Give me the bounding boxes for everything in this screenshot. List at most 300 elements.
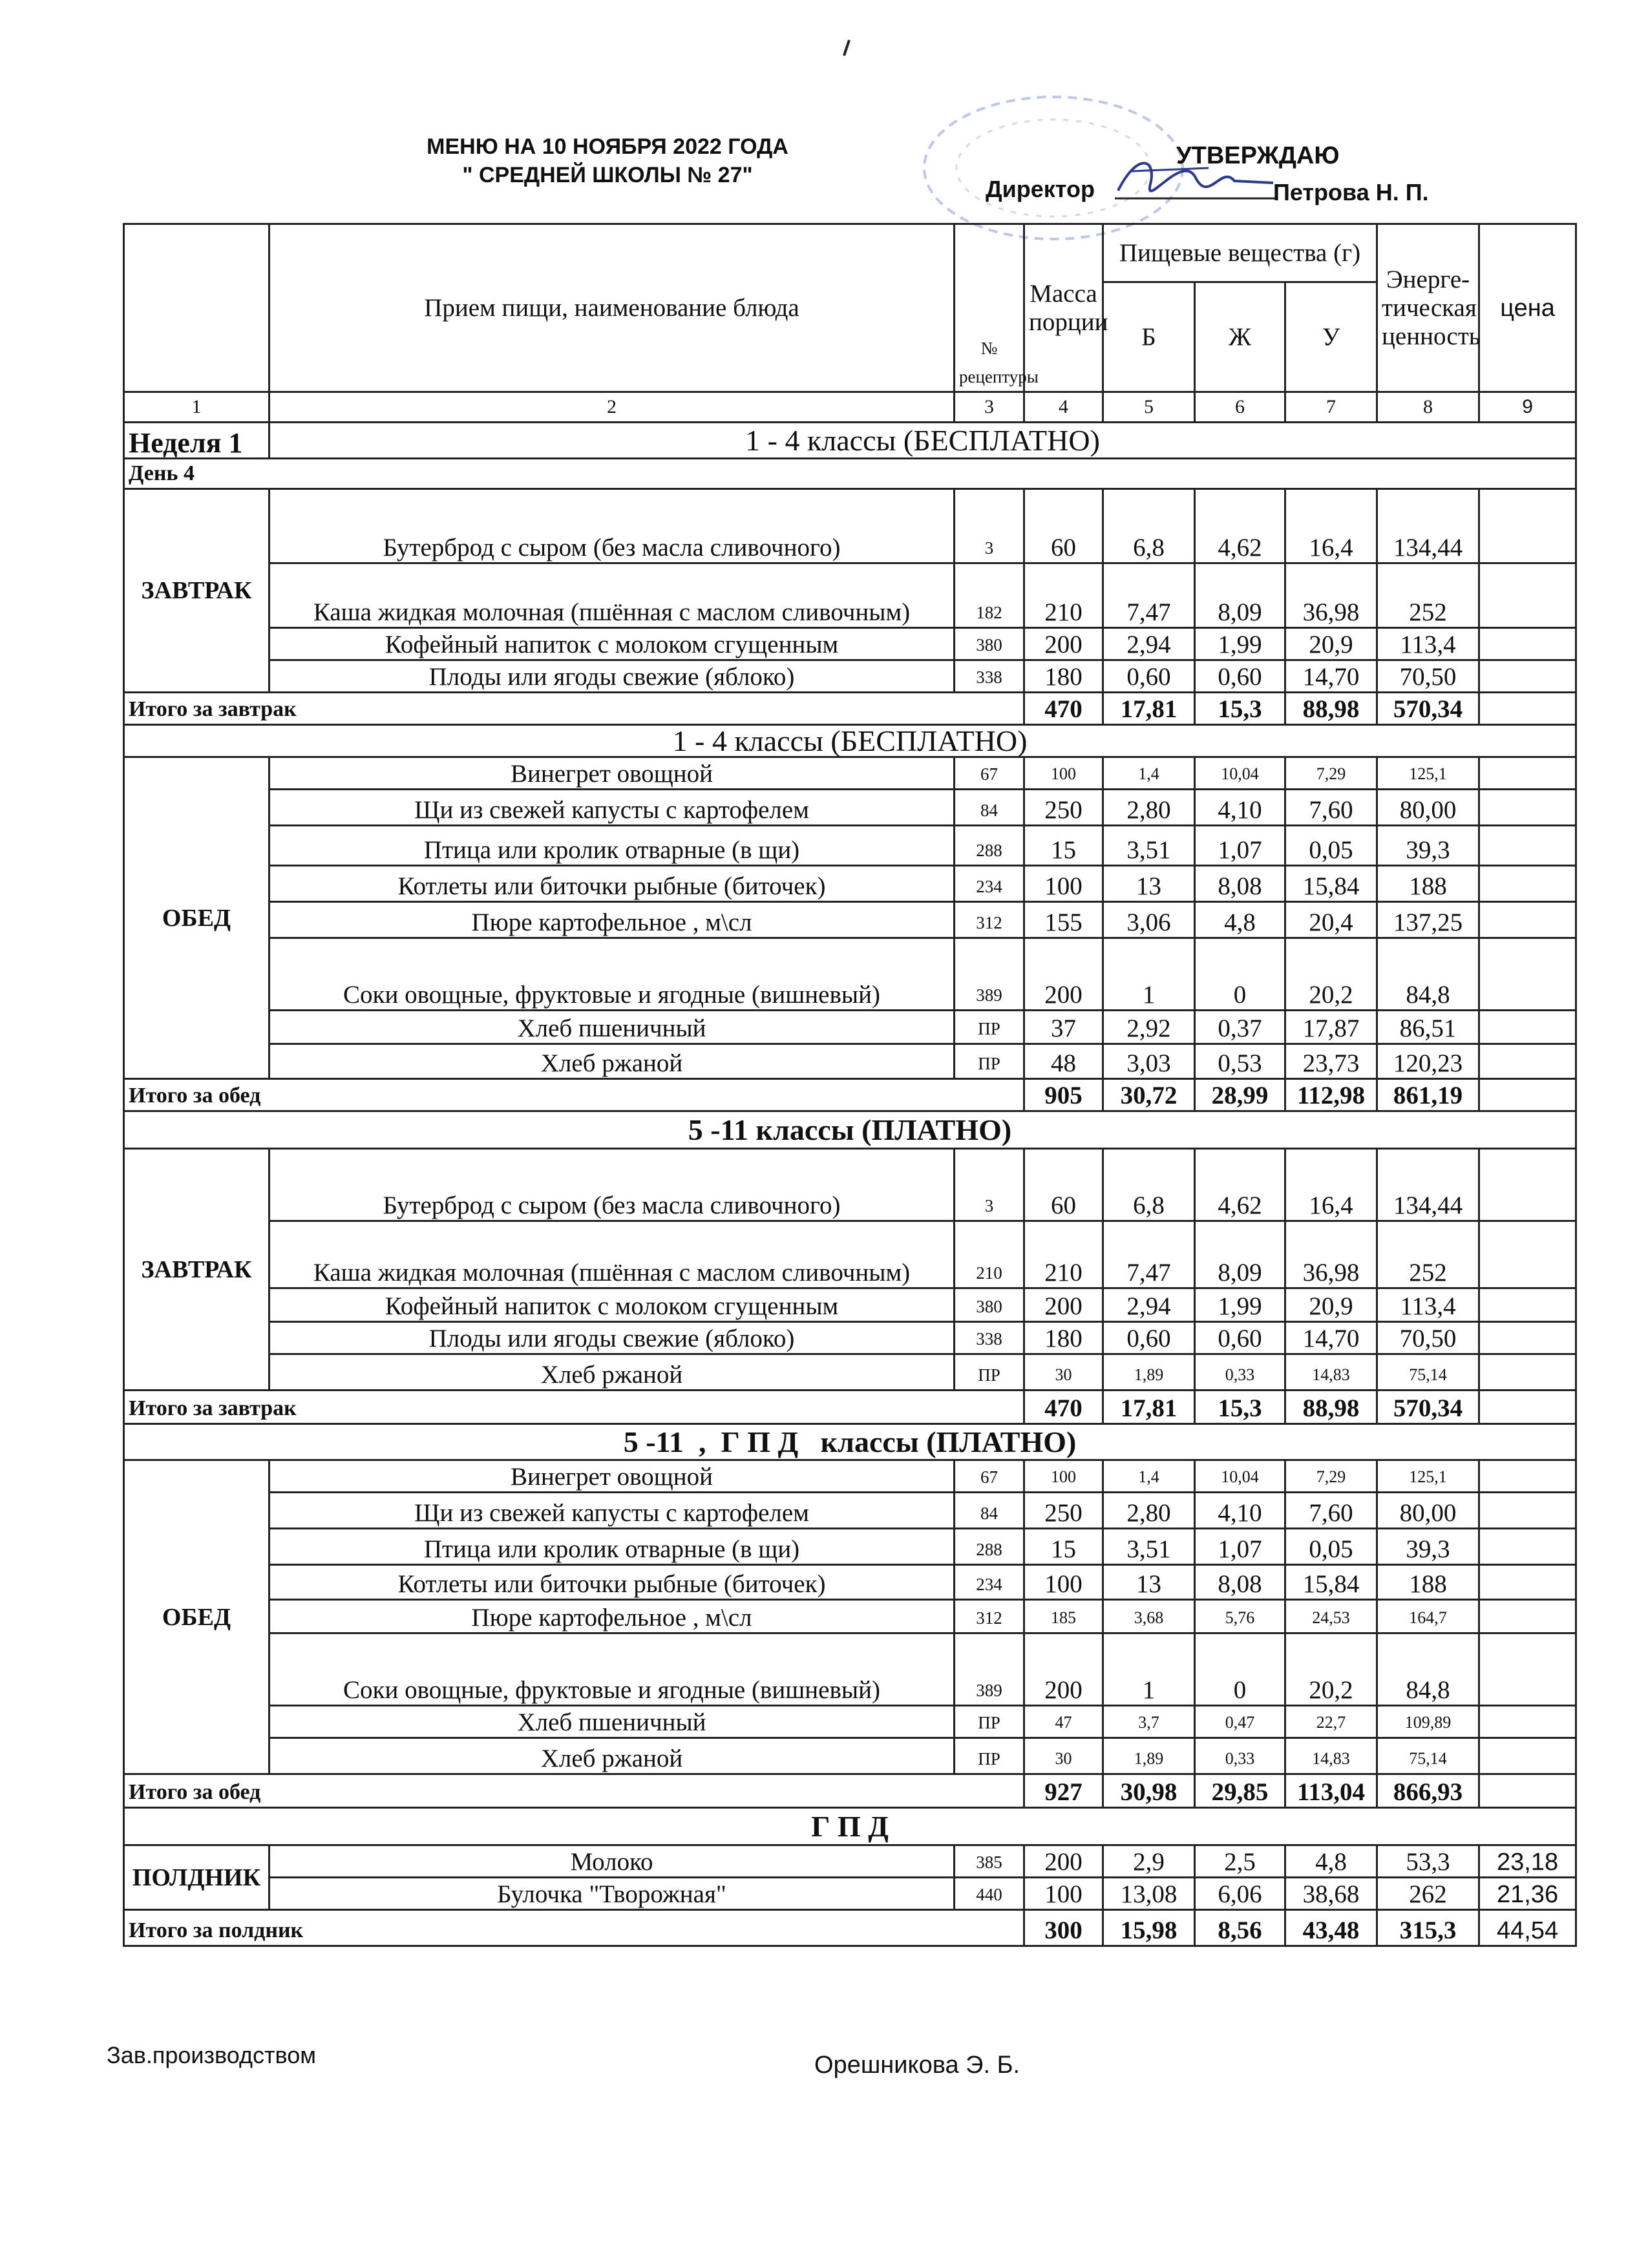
recipe-number: 380 bbox=[955, 628, 1024, 660]
menu-row bbox=[124, 1600, 1576, 1633]
fat: 0 bbox=[1195, 938, 1285, 1011]
energy: 70,50 bbox=[1377, 660, 1479, 693]
fat: 4,62 bbox=[1195, 489, 1285, 563]
fat: 0,60 bbox=[1195, 1322, 1285, 1354]
recipe-number: 389 bbox=[955, 938, 1024, 1011]
energy: 86,51 bbox=[1377, 1011, 1479, 1044]
price bbox=[1479, 628, 1576, 660]
portion-mass: 200 bbox=[1024, 1633, 1103, 1706]
portion-mass: 15 bbox=[1024, 826, 1103, 866]
carbs: 14,70 bbox=[1285, 660, 1377, 693]
section-row bbox=[124, 1808, 1576, 1845]
recipe-number: 312 bbox=[955, 902, 1024, 938]
total-carbs: 88,98 bbox=[1285, 1391, 1377, 1424]
fat: 2,5 bbox=[1195, 1845, 1285, 1878]
menu-row bbox=[124, 628, 1576, 660]
fat: 0,53 bbox=[1195, 1044, 1285, 1079]
price bbox=[1479, 1288, 1576, 1322]
carbs: 0,05 bbox=[1285, 826, 1377, 866]
total-fat: 29,85 bbox=[1195, 1774, 1285, 1808]
protein: 2,80 bbox=[1103, 790, 1195, 826]
dish-name: Винегрет овощной bbox=[269, 757, 955, 790]
fat: 4,8 bbox=[1195, 902, 1285, 938]
fat: 5,76 bbox=[1195, 1600, 1285, 1633]
carbs: 7,29 bbox=[1285, 1460, 1377, 1493]
total-row bbox=[124, 1391, 1576, 1424]
fat: 0,33 bbox=[1195, 1738, 1285, 1774]
price bbox=[1479, 660, 1576, 693]
carbs: 24,53 bbox=[1285, 1600, 1377, 1633]
day-label: День 4 bbox=[124, 459, 1576, 489]
energy: 252 bbox=[1377, 1221, 1479, 1288]
header-row bbox=[124, 224, 1576, 282]
col-number: 9 bbox=[1479, 392, 1576, 423]
dish-name: Соки овощные, фруктовые и ягодные (вишневый) bbox=[269, 938, 955, 1011]
price bbox=[1479, 1706, 1576, 1738]
carbs: 15,84 bbox=[1285, 866, 1377, 902]
menu-row bbox=[124, 1878, 1576, 1910]
price bbox=[1479, 790, 1576, 826]
carbs: 20,9 bbox=[1285, 1288, 1377, 1322]
carbs: 0,05 bbox=[1285, 1529, 1377, 1565]
fat: 1,99 bbox=[1195, 628, 1285, 660]
energy: 262 bbox=[1377, 1878, 1479, 1910]
energy: 188 bbox=[1377, 866, 1479, 902]
recipe-number: ПР bbox=[955, 1738, 1024, 1774]
protein: 13,08 bbox=[1103, 1878, 1195, 1910]
price bbox=[1479, 1460, 1576, 1493]
energy: 75,14 bbox=[1377, 1354, 1479, 1391]
column-numbers-row bbox=[124, 392, 1576, 423]
title-line-1: МЕНЮ НА 10 НОЯБРЯ 2022 ГОДА bbox=[427, 134, 788, 159]
protein: 13 bbox=[1103, 866, 1195, 902]
total-price: 44,54 bbox=[1479, 1910, 1576, 1946]
menu-row bbox=[124, 866, 1576, 902]
menu-row bbox=[124, 660, 1576, 693]
price: 23,18 bbox=[1479, 1845, 1576, 1878]
fat: 0 bbox=[1195, 1633, 1285, 1706]
menu-row bbox=[124, 938, 1576, 1011]
header-nutrients: Пищевые вещества (г) bbox=[1103, 224, 1377, 282]
header-zh: Ж bbox=[1195, 282, 1285, 392]
col-number: 7 bbox=[1285, 392, 1377, 423]
meal-label: ПОЛДНИК bbox=[124, 1845, 269, 1910]
portion-mass: 100 bbox=[1024, 757, 1103, 790]
meal-label: ОБЕД bbox=[124, 757, 269, 1079]
carbs: 15,84 bbox=[1285, 1565, 1377, 1600]
price bbox=[1479, 1738, 1576, 1774]
carbs: 20,4 bbox=[1285, 902, 1377, 938]
dish-name: Щи из свежей капусты с картофелем bbox=[269, 790, 955, 826]
total-fat: 28,99 bbox=[1195, 1079, 1285, 1111]
total-carbs: 113,04 bbox=[1285, 1774, 1377, 1808]
recipe-number: 67 bbox=[955, 1460, 1024, 1493]
header-meal: Прием пищи, наименование блюда bbox=[269, 224, 955, 392]
portion-mass: 180 bbox=[1024, 660, 1103, 693]
dish-name: Бутерброд с сыром (без масла сливочного) bbox=[269, 1149, 955, 1221]
portion-mass: 200 bbox=[1024, 938, 1103, 1011]
col-number: 5 bbox=[1103, 392, 1195, 423]
protein: 1,89 bbox=[1103, 1354, 1195, 1391]
carbs: 36,98 bbox=[1285, 1221, 1377, 1288]
total-label: Итого за обед bbox=[124, 1774, 1024, 1808]
protein: 6,8 bbox=[1103, 489, 1195, 563]
protein: 3,51 bbox=[1103, 1529, 1195, 1565]
fat: 8,09 bbox=[1195, 1221, 1285, 1288]
col-number: 6 bbox=[1195, 392, 1285, 423]
carbs: 17,87 bbox=[1285, 1011, 1377, 1044]
carbs: 23,73 bbox=[1285, 1044, 1377, 1079]
price bbox=[1479, 1633, 1576, 1706]
fat: 1,07 bbox=[1195, 1529, 1285, 1565]
menu-row bbox=[124, 1221, 1576, 1288]
protein: 2,9 bbox=[1103, 1845, 1195, 1878]
carbs: 20,2 bbox=[1285, 1633, 1377, 1706]
dish-name: Щи из свежей капусты с картофелем bbox=[269, 1493, 955, 1529]
section-title: 5 -11 классы (ПЛАТНО) bbox=[124, 1111, 1576, 1149]
portion-mass: 185 bbox=[1024, 1600, 1103, 1633]
carbs: 4,8 bbox=[1285, 1845, 1377, 1878]
energy: 84,8 bbox=[1377, 1633, 1479, 1706]
total-label: Итого за обед bbox=[124, 1079, 1024, 1111]
total-protein: 17,81 bbox=[1103, 693, 1195, 725]
recipe-number: 389 bbox=[955, 1633, 1024, 1706]
menu-row bbox=[124, 757, 1576, 790]
dish-name: Плоды или ягоды свежие (яблоко) bbox=[269, 660, 955, 693]
fat: 0,47 bbox=[1195, 1706, 1285, 1738]
section-title: 5 -11 , Г П Д классы (ПЛАТНО) bbox=[124, 1424, 1576, 1460]
fat: 0,60 bbox=[1195, 660, 1285, 693]
dish-name: Хлеб ржаной bbox=[269, 1044, 955, 1079]
portion-mass: 30 bbox=[1024, 1354, 1103, 1391]
dish-name: Плоды или ягоды свежие (яблоко) bbox=[269, 1322, 955, 1354]
price bbox=[1479, 902, 1576, 938]
col-number: 8 bbox=[1377, 392, 1479, 423]
menu-row bbox=[124, 1845, 1576, 1878]
total-mass: 905 bbox=[1024, 1079, 1103, 1111]
recipe-number: 67 bbox=[955, 757, 1024, 790]
portion-mass: 250 bbox=[1024, 790, 1103, 826]
recipe-number: 234 bbox=[955, 1565, 1024, 1600]
director-name: Петрова Н. П. bbox=[1273, 179, 1429, 205]
dish-name: Хлеб пшеничный bbox=[269, 1011, 955, 1044]
dish-name: Винегрет овощной bbox=[269, 1460, 955, 1493]
price bbox=[1479, 1493, 1576, 1529]
portion-mass: 100 bbox=[1024, 1878, 1103, 1910]
fat: 8,08 bbox=[1195, 866, 1285, 902]
section-title: Г П Д bbox=[124, 1808, 1576, 1845]
total-label: Итого за полдник bbox=[124, 1910, 1024, 1946]
total-energy: 570,34 bbox=[1377, 693, 1479, 725]
menu-row bbox=[124, 1529, 1576, 1565]
menu-row bbox=[124, 1011, 1576, 1044]
dish-name: Хлеб ржаной bbox=[269, 1738, 955, 1774]
portion-mass: 60 bbox=[1024, 1149, 1103, 1221]
week-label: Неделя 1 bbox=[124, 423, 269, 459]
total-energy: 570,34 bbox=[1377, 1391, 1479, 1424]
total-protein: 17,81 bbox=[1103, 1391, 1195, 1424]
energy: 53,3 bbox=[1377, 1845, 1479, 1878]
carbs: 7,60 bbox=[1285, 790, 1377, 826]
dish-name: Котлеты или биточки рыбные (биточек) bbox=[269, 1565, 955, 1600]
protein: 1 bbox=[1103, 938, 1195, 1011]
energy: 252 bbox=[1377, 563, 1479, 628]
fat: 1,07 bbox=[1195, 826, 1285, 866]
recipe-number: 385 bbox=[955, 1845, 1024, 1878]
recipe-number: ПР bbox=[955, 1011, 1024, 1044]
header-b: Б bbox=[1103, 282, 1195, 392]
energy: 70,50 bbox=[1377, 1322, 1479, 1354]
dish-name: Котлеты или биточки рыбные (биточек) bbox=[269, 866, 955, 902]
total-row bbox=[124, 1910, 1576, 1946]
protein: 3,68 bbox=[1103, 1600, 1195, 1633]
menu-row bbox=[124, 1493, 1576, 1529]
total-label: Итого за завтрак bbox=[124, 693, 1024, 725]
total-energy: 866,93 bbox=[1377, 1774, 1479, 1808]
energy: 113,4 bbox=[1377, 628, 1479, 660]
recipe-number: 380 bbox=[955, 1288, 1024, 1322]
dish-name: Пюре картофельное , м\сл bbox=[269, 1600, 955, 1633]
protein: 7,47 bbox=[1103, 1221, 1195, 1288]
menu-row bbox=[124, 902, 1576, 938]
energy: 80,00 bbox=[1377, 1493, 1479, 1529]
dish-name: Птица или кролик отварные (в щи) bbox=[269, 826, 955, 866]
menu-row bbox=[124, 1044, 1576, 1079]
carbs: 20,2 bbox=[1285, 938, 1377, 1011]
portion-mass: 100 bbox=[1024, 1565, 1103, 1600]
recipe-number: 182 bbox=[955, 563, 1024, 628]
protein: 1,4 bbox=[1103, 1460, 1195, 1493]
total-price bbox=[1479, 1391, 1576, 1424]
dish-name: Хлеб пшеничный bbox=[269, 1706, 955, 1738]
carbs: 22,7 bbox=[1285, 1706, 1377, 1738]
header-u: У bbox=[1285, 282, 1377, 392]
protein: 0,60 bbox=[1103, 660, 1195, 693]
dish-name: Пюре картофельное , м\сл bbox=[269, 902, 955, 938]
total-protein: 30,98 bbox=[1103, 1774, 1195, 1808]
price bbox=[1479, 1322, 1576, 1354]
menu-row bbox=[124, 1633, 1576, 1706]
recipe-number: 312 bbox=[955, 1600, 1024, 1633]
portion-mass: 200 bbox=[1024, 628, 1103, 660]
total-fat: 15,3 bbox=[1195, 693, 1285, 725]
total-protein: 30,72 bbox=[1103, 1079, 1195, 1111]
energy: 164,7 bbox=[1377, 1600, 1479, 1633]
director-signature bbox=[1112, 145, 1280, 204]
header-mass: Масса порции bbox=[1024, 224, 1103, 392]
total-mass: 470 bbox=[1024, 1391, 1103, 1424]
header-blank bbox=[124, 224, 269, 392]
col-number: 4 bbox=[1024, 392, 1103, 423]
protein: 3,03 bbox=[1103, 1044, 1195, 1079]
fat: 4,62 bbox=[1195, 1149, 1285, 1221]
price bbox=[1479, 1600, 1576, 1633]
recipe-number: 288 bbox=[955, 826, 1024, 866]
energy: 134,44 bbox=[1377, 1149, 1479, 1221]
total-row bbox=[124, 693, 1576, 725]
price bbox=[1479, 938, 1576, 1011]
dish-name: Кофейный напиток с молоком сгущенным bbox=[269, 1288, 955, 1322]
price bbox=[1479, 1044, 1576, 1079]
total-row bbox=[124, 1774, 1576, 1808]
dish-name: Соки овощные, фруктовые и ягодные (вишневый) bbox=[269, 1633, 955, 1706]
menu-row bbox=[124, 790, 1576, 826]
energy: 80,00 bbox=[1377, 790, 1479, 826]
protein: 3,06 bbox=[1103, 902, 1195, 938]
recipe-number: ПР bbox=[955, 1044, 1024, 1079]
recipe-number: 338 bbox=[955, 1322, 1024, 1354]
dish-name: Булочка "Творожная" bbox=[269, 1878, 955, 1910]
portion-mass: 200 bbox=[1024, 1845, 1103, 1878]
col-number: 2 bbox=[269, 392, 955, 423]
protein: 6,8 bbox=[1103, 1149, 1195, 1221]
energy: 75,14 bbox=[1377, 1738, 1479, 1774]
energy: 39,3 bbox=[1377, 826, 1479, 866]
week-row bbox=[124, 423, 1576, 459]
dish-name: Каша жидкая молочная (пшённая с маслом сливочным) bbox=[269, 1221, 955, 1288]
menu-row bbox=[124, 1354, 1576, 1391]
recipe-number: ПР bbox=[955, 1354, 1024, 1391]
fat: 8,09 bbox=[1195, 563, 1285, 628]
carbs: 20,9 bbox=[1285, 628, 1377, 660]
dish-name: Бутерброд с сыром (без масла сливочного) bbox=[269, 489, 955, 563]
menu-table bbox=[123, 223, 1577, 1947]
carbs: 16,4 bbox=[1285, 489, 1377, 563]
fat: 0,37 bbox=[1195, 1011, 1285, 1044]
dish-name: Птица или кролик отварные (в щи) bbox=[269, 1529, 955, 1565]
menu-row bbox=[124, 1288, 1576, 1322]
menu-row bbox=[124, 1322, 1576, 1354]
price bbox=[1479, 1011, 1576, 1044]
energy: 134,44 bbox=[1377, 489, 1479, 563]
dish-name: Каша жидкая молочная (пшённая с маслом сливочным) bbox=[269, 563, 955, 628]
meal-label: ЗАВТРАК bbox=[124, 489, 269, 693]
total-price bbox=[1479, 1079, 1576, 1111]
total-row bbox=[124, 1079, 1576, 1111]
section-row bbox=[124, 1111, 1576, 1149]
menu-row bbox=[124, 1149, 1576, 1221]
pen-mark bbox=[840, 39, 853, 58]
fat: 4,10 bbox=[1195, 1493, 1285, 1529]
carbs: 7,29 bbox=[1285, 757, 1377, 790]
protein: 0,60 bbox=[1103, 1322, 1195, 1354]
energy: 125,1 bbox=[1377, 757, 1479, 790]
menu-row bbox=[124, 563, 1576, 628]
recipe-number: 338 bbox=[955, 660, 1024, 693]
portion-mass: 100 bbox=[1024, 1460, 1103, 1493]
recipe-number: 288 bbox=[955, 1529, 1024, 1565]
portion-mass: 210 bbox=[1024, 563, 1103, 628]
portion-mass: 48 bbox=[1024, 1044, 1103, 1079]
total-price bbox=[1479, 693, 1576, 725]
price bbox=[1479, 1221, 1576, 1288]
meal-label: ОБЕД bbox=[124, 1460, 269, 1774]
carbs: 14,70 bbox=[1285, 1322, 1377, 1354]
fat: 4,10 bbox=[1195, 790, 1285, 826]
dish-name: Хлеб ржаной bbox=[269, 1354, 955, 1391]
energy: 125,1 bbox=[1377, 1460, 1479, 1493]
header-energy: Энерге-тическая ценность bbox=[1377, 224, 1479, 392]
energy: 84,8 bbox=[1377, 938, 1479, 1011]
protein: 3,51 bbox=[1103, 826, 1195, 866]
portion-mass: 100 bbox=[1024, 866, 1103, 902]
total-label: Итого за завтрак bbox=[124, 1391, 1024, 1424]
protein: 13 bbox=[1103, 1565, 1195, 1600]
price bbox=[1479, 1565, 1576, 1600]
production-manager-name: Орешникова Э. Б. bbox=[814, 2052, 1020, 2079]
portion-mass: 60 bbox=[1024, 489, 1103, 563]
fat: 8,08 bbox=[1195, 1565, 1285, 1600]
total-fat: 8,56 bbox=[1195, 1910, 1285, 1946]
energy: 137,25 bbox=[1377, 902, 1479, 938]
section-row bbox=[124, 725, 1576, 757]
total-protein: 15,98 bbox=[1103, 1910, 1195, 1946]
fat: 6,06 bbox=[1195, 1878, 1285, 1910]
menu-row bbox=[124, 1565, 1576, 1600]
energy: 109,89 bbox=[1377, 1706, 1479, 1738]
recipe-number: 84 bbox=[955, 1493, 1024, 1529]
day-row bbox=[124, 459, 1576, 489]
portion-mass: 155 bbox=[1024, 902, 1103, 938]
total-carbs: 88,98 bbox=[1285, 693, 1377, 725]
protein: 1 bbox=[1103, 1633, 1195, 1706]
protein: 2,80 bbox=[1103, 1493, 1195, 1529]
energy: 120,23 bbox=[1377, 1044, 1479, 1079]
recipe-number: 440 bbox=[955, 1878, 1024, 1910]
fat: 0,33 bbox=[1195, 1354, 1285, 1391]
carbs: 38,68 bbox=[1285, 1878, 1377, 1910]
total-fat: 15,3 bbox=[1195, 1391, 1285, 1424]
total-energy: 315,3 bbox=[1377, 1910, 1479, 1946]
recipe-number: 3 bbox=[955, 1149, 1024, 1221]
protein: 7,47 bbox=[1103, 563, 1195, 628]
carbs: 14,83 bbox=[1285, 1738, 1377, 1774]
portion-mass: 15 bbox=[1024, 1529, 1103, 1565]
section-title: 1 - 4 классы (БЕСПЛАТНО) bbox=[269, 423, 1576, 459]
approve-label: УТВЕРЖДАЮ bbox=[1176, 142, 1340, 169]
price bbox=[1479, 1529, 1576, 1565]
protein: 2,92 bbox=[1103, 1011, 1195, 1044]
director-label: Директор bbox=[986, 176, 1095, 202]
recipe-number: ПР bbox=[955, 1706, 1024, 1738]
meal-label: ЗАВТРАК bbox=[124, 1149, 269, 1391]
recipe-number: 234 bbox=[955, 866, 1024, 902]
portion-mass: 30 bbox=[1024, 1738, 1103, 1774]
col-number: 1 bbox=[124, 392, 269, 423]
fat: 10,04 bbox=[1195, 757, 1285, 790]
total-price bbox=[1479, 1774, 1576, 1808]
protein: 1,89 bbox=[1103, 1738, 1195, 1774]
menu-row bbox=[124, 1706, 1576, 1738]
portion-mass: 250 bbox=[1024, 1493, 1103, 1529]
menu-row bbox=[124, 1460, 1576, 1493]
total-energy: 861,19 bbox=[1377, 1079, 1479, 1111]
recipe-number: 84 bbox=[955, 790, 1024, 826]
carbs: 16,4 bbox=[1285, 1149, 1377, 1221]
total-mass: 470 bbox=[1024, 693, 1103, 725]
menu-row bbox=[124, 1738, 1576, 1774]
header-price: цена bbox=[1479, 224, 1576, 392]
total-mass: 300 bbox=[1024, 1910, 1103, 1946]
dish-name: Кофейный напиток с молоком сгущенным bbox=[269, 628, 955, 660]
energy: 188 bbox=[1377, 1565, 1479, 1600]
price bbox=[1479, 1149, 1576, 1221]
fat: 1,99 bbox=[1195, 1288, 1285, 1322]
section-title: 1 - 4 классы (БЕСПЛАТНО) bbox=[124, 725, 1576, 757]
recipe-number: 210 bbox=[955, 1221, 1024, 1288]
price bbox=[1479, 489, 1576, 563]
header-recipe: № рецептуры bbox=[955, 224, 1024, 392]
